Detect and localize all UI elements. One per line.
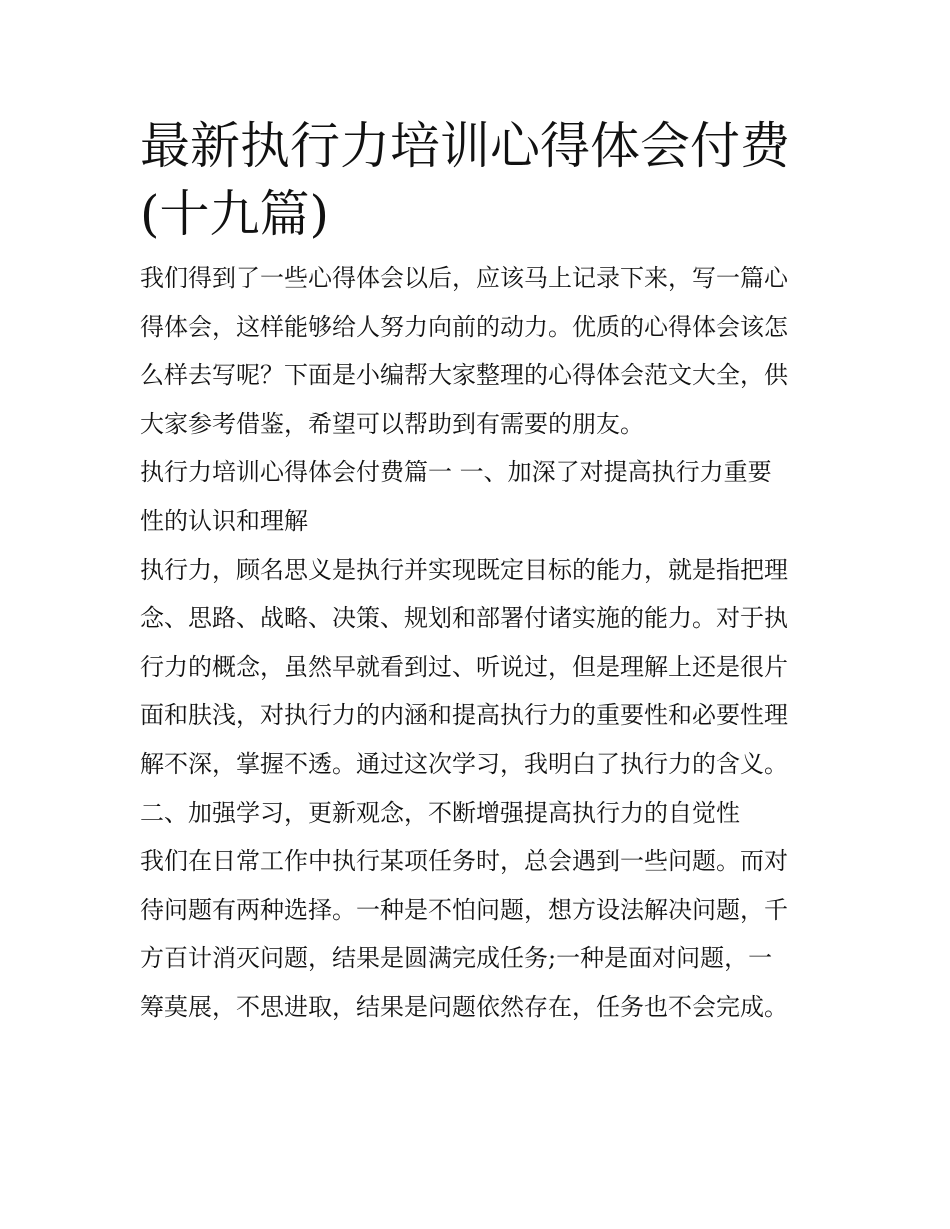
text-line: 方百计消灭问题，结果是圆满完成任务;一种是面对问题，一 [140,944,773,973]
text-line: 得体会，这样能够给人努力向前的动力。优质的心得体会该怎 [140,312,788,341]
paragraph-section-heading-2 [140,789,820,838]
text-line: 念、思路、战略、决策、规划和部署付诸实施的能力。对于执 [140,604,788,633]
document-body [140,254,820,1032]
document-title [140,112,820,248]
text-line: 大家参考借鉴，希望可以帮助到有需要的朋友。 [140,409,644,438]
text-line: 执行力培训心得体会付费篇一 一、加深了对提高执行力重要 [140,458,772,487]
paragraph-problem-handling [140,837,820,1031]
text-line: 执行力，顾名思义是执行并实现既定目标的能力，就是指把理 [140,555,788,584]
text-line: 面和肤浅，对执行力的内涵和提高执行力的重要性和必要性理 [140,701,788,730]
title-line-1: 最新执行力培训心得体会付费 [140,117,790,175]
text-line: 行力的概念，虽然早就看到过、听说过，但是理解上还是很片 [140,652,788,681]
text-line: 么样去写呢？下面是小编帮大家整理的心得体会范文大全，供 [140,361,788,390]
text-line: 待问题有两种选择。一种是不怕问题，想方设法解决问题，千 [140,895,788,924]
paragraph-section-heading-1 [140,448,820,545]
text-line: 二、加强学习，更新观念，不断增强提高执行力的自觉性 [140,798,740,827]
text-line: 筹莫展，不思进取，结果是问题依然存在，任务也不会完成。 [140,992,788,1021]
text-line: 我们在日常工作中执行某项任务时，总会遇到一些问题。而对 [140,847,788,876]
document-page [140,112,820,1032]
text-line: 解不深，掌握不透。通过这次学习，我明白了执行力的含义。 [140,749,788,778]
paragraph-intro [140,254,820,448]
title-line-2: (十九篇) [140,185,330,243]
text-line: 我们得到了一些心得体会以后，应该马上记录下来，写一篇心 [140,264,788,292]
paragraph-execution-definition [140,546,820,789]
text-line: 性的认识和理解 [140,506,308,535]
